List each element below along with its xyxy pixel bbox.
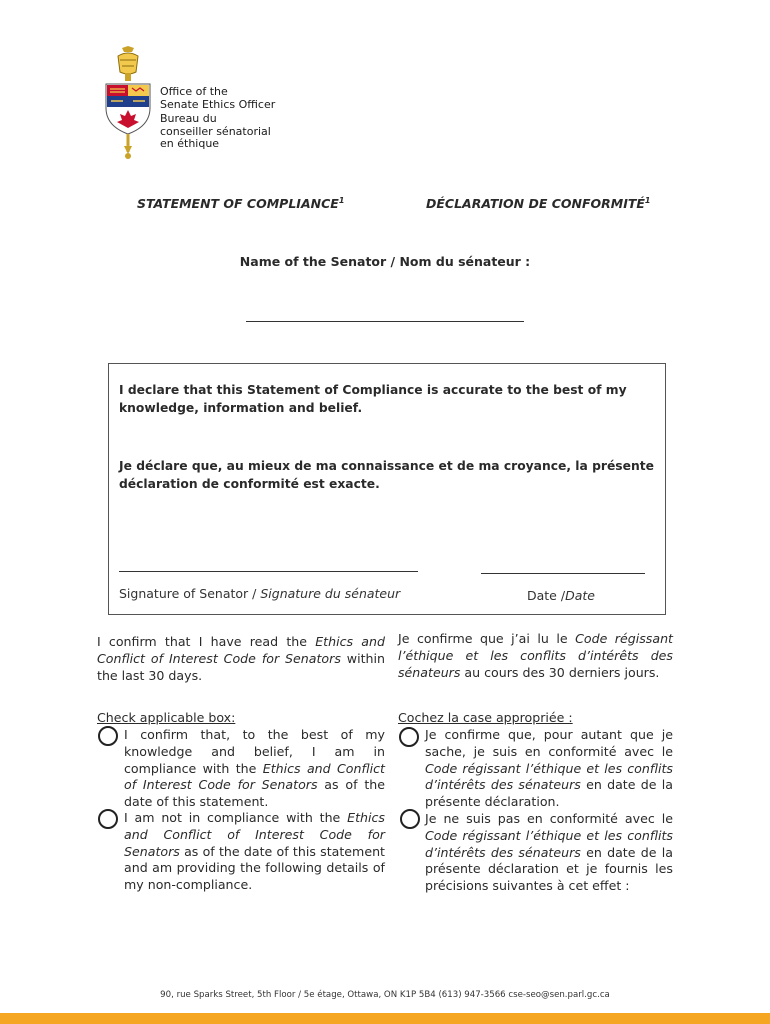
option-compliant-en bbox=[124, 727, 385, 811]
option2-en-code: Ethics and Conflict of Interest Code for Senators bbox=[124, 810, 385, 859]
senate-crest-logo bbox=[98, 46, 158, 160]
option1-fr-part2: en date de la présente déclaration. bbox=[425, 777, 673, 810]
senator-name-label: Name of the Senator / Nom du sénateur : bbox=[239, 254, 531, 269]
title-fr bbox=[426, 196, 651, 211]
title-fr-footnote: 1 bbox=[644, 196, 651, 205]
confirm-read-en bbox=[97, 634, 385, 684]
option1-fr-part1: Je confirme que, pour autant que je sache, je suis en conformité avec le bbox=[425, 727, 673, 759]
confirm-read-fr bbox=[398, 631, 673, 681]
option2-en-part1: I am not in compliance with the bbox=[124, 810, 348, 825]
org-line-1: Office of the bbox=[160, 85, 228, 98]
check-box-label-fr: Cochez la case appropriée : bbox=[398, 710, 573, 725]
option1-en-part1: I confirm that, to the best of my knowledge and belief, I am in compliance with the bbox=[124, 727, 385, 776]
option2-fr-code: Code régissant l’éthique et les conflits d’intérêts des sénateurs bbox=[425, 827, 673, 860]
option1-fr-code: Code régissant l’éthique et les conflits d’intérêts des sénateurs bbox=[425, 760, 673, 793]
option-noncompliant-fr bbox=[425, 811, 673, 895]
check-box-label-en: Check applicable box: bbox=[97, 710, 236, 725]
confirm-fr-code: Code régissant l’éthique et les conflits d’intérêts des sénateurs bbox=[398, 631, 673, 680]
title-en-text: STATEMENT OF COMPLIANCE bbox=[137, 196, 339, 212]
option2-en-part2: as of the date of this statement and am providing the following details of my non-compliance. bbox=[124, 843, 385, 893]
date-label-fr: Date bbox=[565, 588, 595, 603]
date-label bbox=[527, 588, 595, 603]
option-compliant-fr bbox=[425, 727, 673, 811]
signature-label-fr: Signature du sénateur bbox=[260, 586, 401, 601]
confirm-en-part2: within the last 30 days. bbox=[97, 650, 386, 683]
org-line-2: Senate Ethics Officer bbox=[160, 97, 276, 111]
option2-fr-part2: en date de la présente déclaration et je fournis les précisions suivantes à cet effet : bbox=[425, 844, 673, 894]
confirm-fr-part1: Je confirme que j’ai lu le bbox=[398, 631, 576, 646]
signature-label bbox=[119, 586, 400, 601]
confirm-en-part1: I confirm that I have read the bbox=[97, 634, 316, 649]
confirm-fr-part2: au cours des 30 derniers jours. bbox=[460, 664, 660, 680]
option1-en-code: Ethics and Conflict of Interest Code for Senators bbox=[124, 760, 385, 793]
title-en bbox=[137, 196, 344, 211]
confirm-en-code: Ethics and Conflict of Interest Code for Senators bbox=[97, 634, 385, 666]
title-en-footnote: 1 bbox=[338, 196, 345, 205]
signature-label-en: Signature of Senator / bbox=[119, 586, 261, 601]
declaration-en: I declare that this Statement of Compliance is accurate to the best of my knowledge, information and belief. bbox=[119, 383, 627, 415]
non-compliance-radio-fr[interactable] bbox=[400, 809, 420, 829]
compliance-radio-en[interactable] bbox=[98, 726, 118, 746]
option2-fr-part1: Je ne suis pas en conformité avec le bbox=[425, 811, 673, 826]
date-field-line[interactable] bbox=[481, 573, 645, 574]
org-name-en-fr bbox=[160, 86, 275, 151]
title-fr-text: DÉCLARATION DE CONFORMITÉ bbox=[426, 196, 645, 212]
compliance-radio-fr[interactable] bbox=[399, 727, 419, 747]
option1-en-part2: as of the date of this statement. bbox=[124, 777, 385, 810]
non-compliance-radio-en[interactable] bbox=[98, 809, 118, 829]
senator-name-field-line[interactable] bbox=[246, 321, 524, 322]
option-noncompliant-en bbox=[124, 810, 385, 894]
date-label-en: Date / bbox=[527, 588, 566, 603]
org-line-4: conseiller sénatorial bbox=[160, 124, 271, 138]
org-line-3: Bureau du bbox=[160, 112, 217, 125]
footer-accent-bar bbox=[0, 1013, 770, 1024]
org-line-5: en éthique bbox=[160, 137, 220, 150]
signature-field-line[interactable] bbox=[119, 571, 418, 572]
declaration-fr: Je déclare que, au mieux de ma connaissance et de ma croyance, la présente déclaration de conformité est exacte. bbox=[119, 459, 654, 491]
footer-address: 90, rue Sparks Street, 5th Floor / 5e étage, Ottawa, ON K1P 5B4 (613) 947-3566 cse-seo@sen.parl.gc.ca bbox=[160, 990, 610, 1000]
